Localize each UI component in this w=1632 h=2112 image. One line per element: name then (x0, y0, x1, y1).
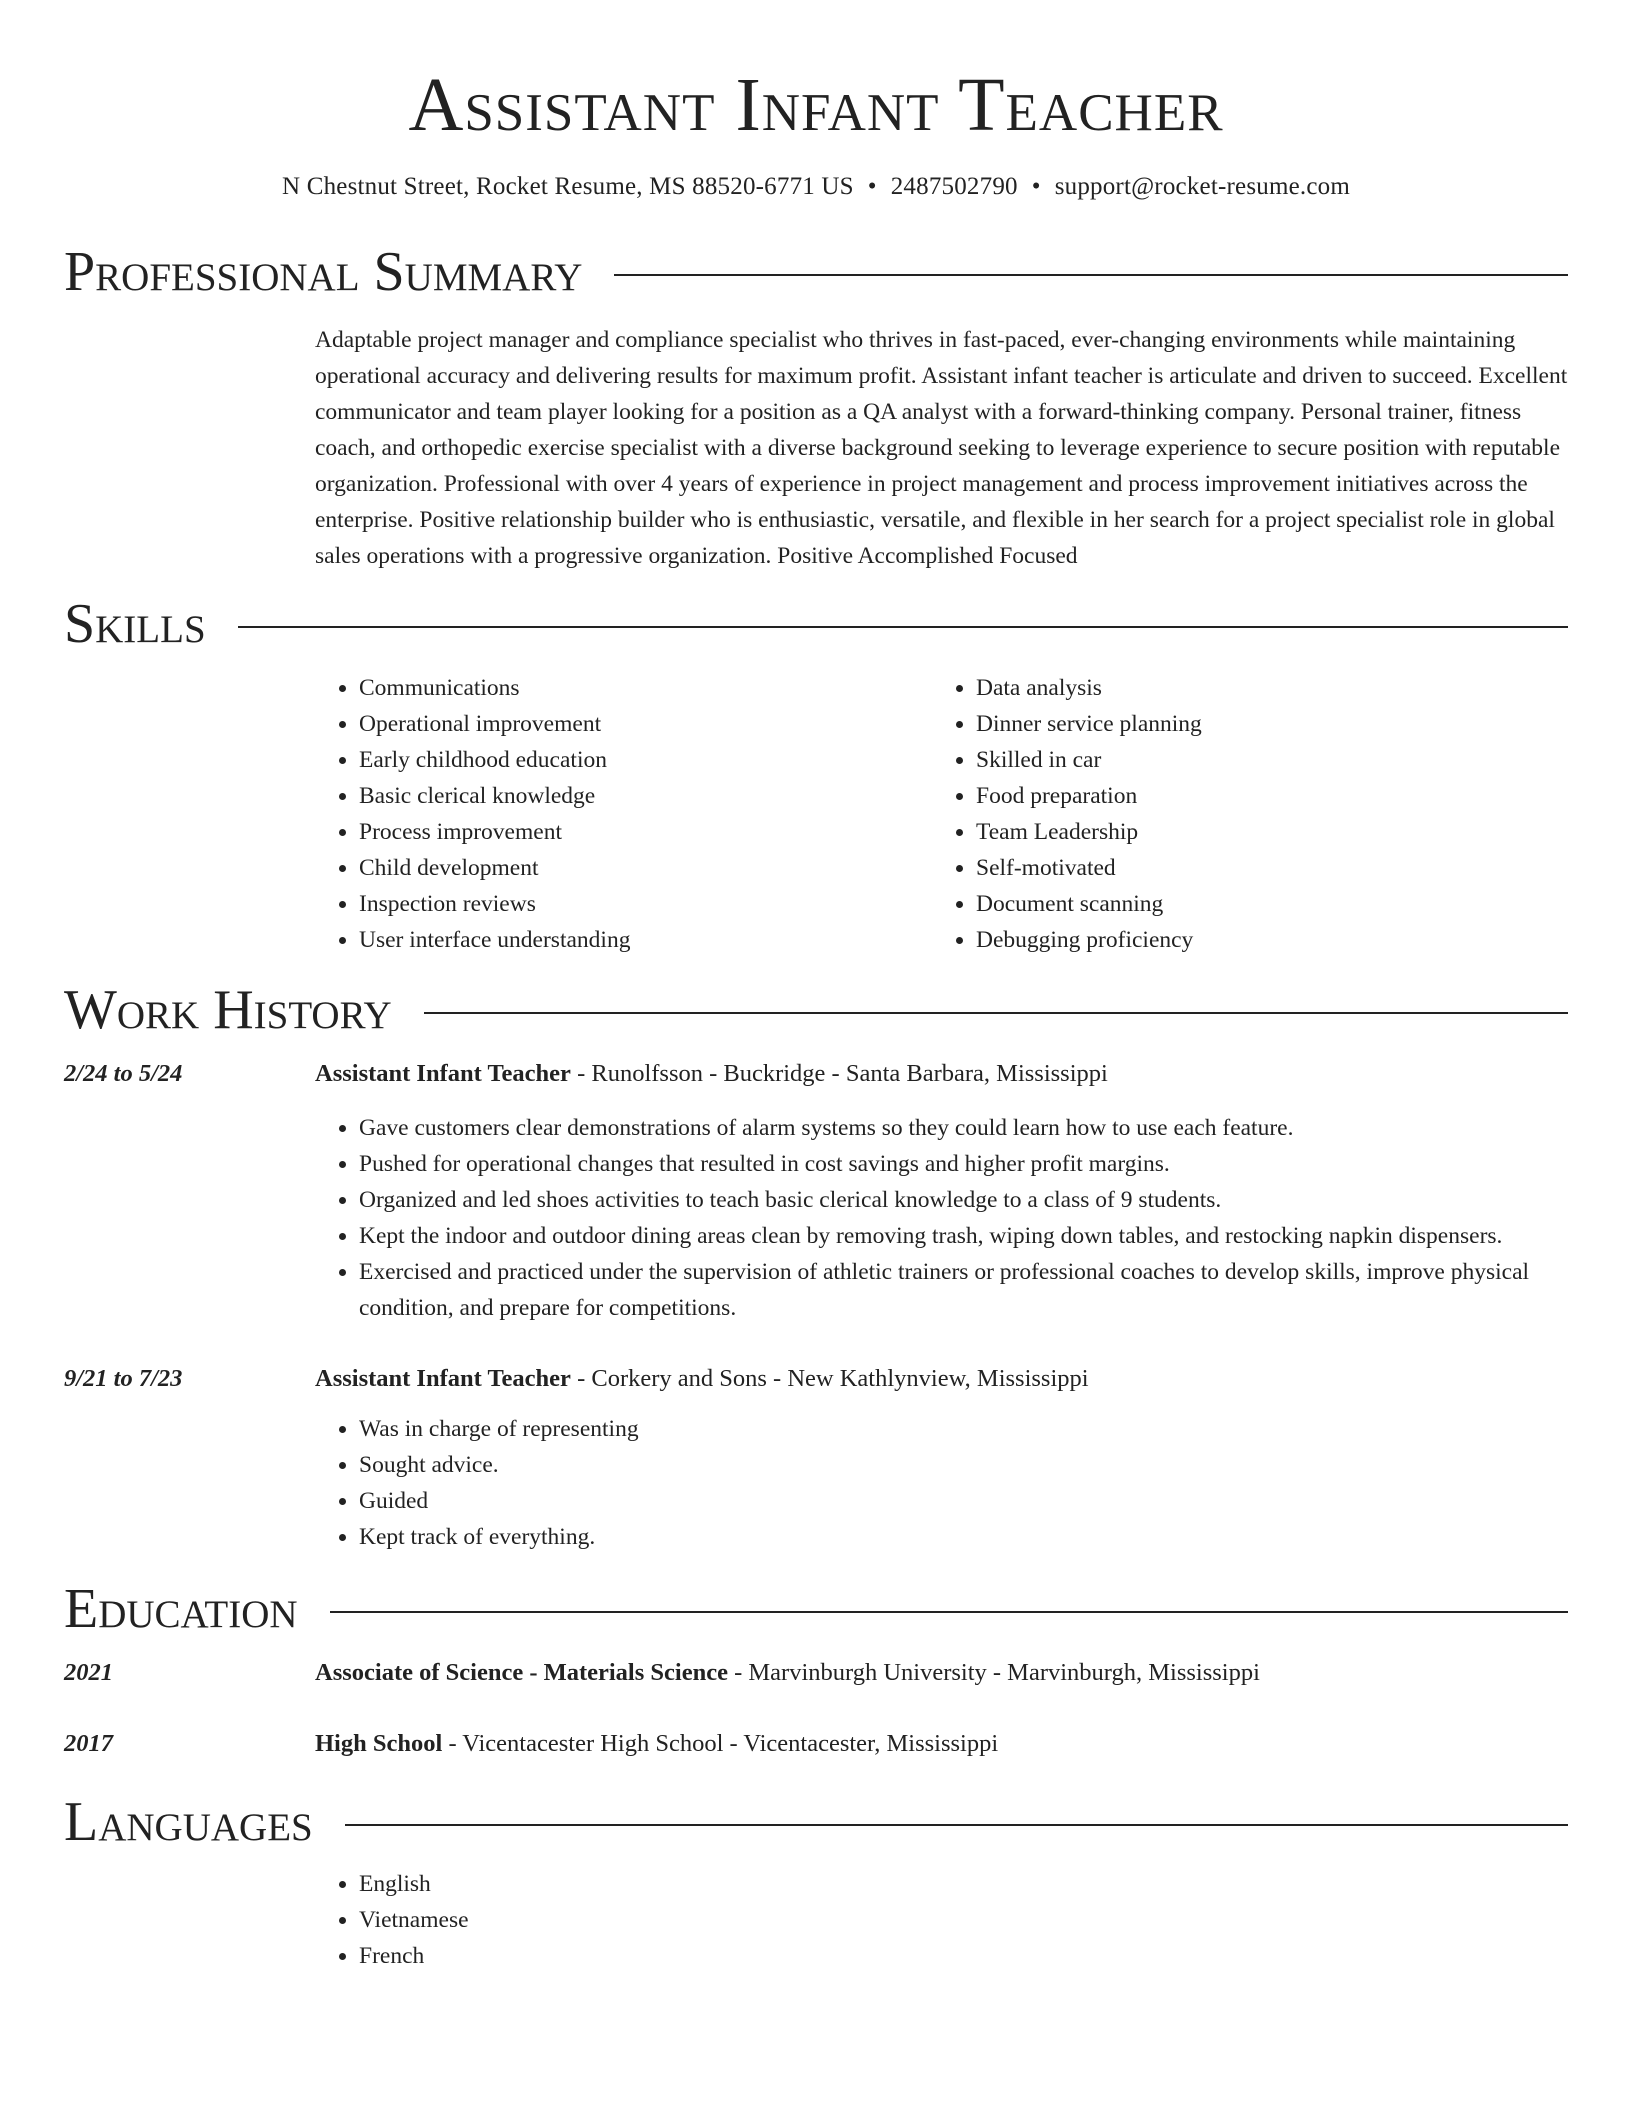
education-details: - Marvinburgh University - Marvinburgh, Mississippi (727, 1659, 1260, 1686)
education-date: 2021 (64, 1659, 113, 1686)
languages-list (315, 1866, 1568, 1974)
skill-item: • Child development (359, 850, 932, 886)
skill-item: • User interface understanding (359, 922, 932, 958)
skill-item: • Self-motivated (976, 850, 1549, 886)
education-details: - Vicentacester High School - Vicentacester, Mississippi (442, 1730, 999, 1757)
job-bullet: • Guided (359, 1483, 1568, 1519)
skill-item: • Basic clerical knowledge (359, 778, 932, 814)
job-bullet: • Gave customers clear demonstrations of alarm systems so they could learn how to use each feature. (359, 1110, 1568, 1146)
languages-section-header (64, 1790, 1568, 1854)
job-bullet: • Pushed for operational changes that resulted in cost savings and higher profit margins. (359, 1146, 1568, 1182)
job-bullet: • Organized and led shoes activities to teach basic clerical knowledge to a class of 9 students. (359, 1182, 1568, 1218)
job-content (315, 1361, 1568, 1555)
job-bullet: • Exercised and practiced under the supervision of athletic trainers or professional coaches to develop skills, improve physical condition, and prepare for competitions. (359, 1254, 1568, 1326)
skill-item: • Debugging proficiency (976, 922, 1549, 958)
work-section-header (64, 978, 1568, 1042)
skills-list (315, 670, 1568, 958)
summary-section-header (64, 240, 1568, 304)
education-entry (64, 1655, 1568, 1691)
contact-separator: • (867, 173, 877, 200)
education-content (315, 1726, 1568, 1762)
skill-item: • Communications (359, 670, 932, 706)
languages-heading: Languages (64, 1791, 313, 1853)
job-bullets (315, 1110, 1568, 1326)
job-title: Assistant Infant Teacher (315, 1060, 571, 1087)
job-bullet: • Was in charge of representing (359, 1411, 1568, 1447)
education-heading: Education (64, 1578, 298, 1640)
skills-section-header (64, 592, 1568, 656)
education-degree: High School (315, 1730, 443, 1757)
job-entry (64, 1056, 1568, 1326)
skills-column-right (932, 670, 1549, 958)
job-details: - Runolfsson - Buckridge - Santa Barbara, Mississippi (570, 1060, 1108, 1087)
contact-line (64, 170, 1568, 204)
section-divider (614, 274, 1568, 276)
job-bullet: • Sought advice. (359, 1447, 1568, 1483)
education-heading-line (315, 1655, 1568, 1691)
job-bullet: • Kept the indoor and outdoor dining areas clean by removing trash, wiping down tables, and restocking napkin dispensers. (359, 1218, 1568, 1254)
contact-address: N Chestnut Street, Rocket Resume, MS 88520-6771 US (282, 173, 854, 200)
language-item: • Vietnamese (359, 1902, 1568, 1938)
skill-item: • Skilled in car (976, 742, 1549, 778)
job-heading (315, 1056, 1568, 1092)
contact-email: support@rocket-resume.com (1054, 173, 1350, 200)
language-item: • French (359, 1938, 1568, 1974)
skill-item: • Data analysis (976, 670, 1549, 706)
contact-phone: 2487502790 (890, 173, 1018, 200)
education-entry (64, 1726, 1568, 1762)
job-heading (315, 1361, 1568, 1397)
skill-item: • Food preparation (976, 778, 1549, 814)
section-divider (330, 1611, 1568, 1613)
job-details: - Corkery and Sons - New Kathlynview, Mississippi (570, 1365, 1089, 1392)
summary-text: Adaptable project manager and compliance specialist who thrives in fast-paced, ever-changing environments while maintaining operational accuracy and delivering results for maximum profit. Assistant infant teacher is articulate and driven to succeed. Excellent communicator and team player looking for a position as a QA analyst with a forward-thinking company. Personal trainer, fitness coach, and orthopedic exercise specialist with a diverse background seeking to leverage experience to secure position with reputable organization. Professional with over 4 years of experience in project management and process improvement initiatives across the enterprise. Positive relationship builder who is enthusiastic, versatile, and flexible in her search for a project specialist role in global sales operations with a progressive organization. Positive Accomplished Focused (315, 327, 1568, 569)
section-divider (345, 1824, 1568, 1826)
contact-separator: • (1031, 173, 1041, 200)
skill-item: • Process improvement (359, 814, 932, 850)
job-content (315, 1056, 1568, 1326)
skills-heading: Skills (64, 593, 206, 655)
resume-title: Assistant Infant Teacher (408, 63, 1224, 147)
work-heading: Work History (64, 979, 392, 1041)
section-divider (424, 1012, 1568, 1014)
education-content (315, 1655, 1568, 1691)
education-degree: Associate of Science - Materials Science (315, 1659, 728, 1686)
skill-item: • Early childhood education (359, 742, 932, 778)
section-divider (238, 626, 1568, 628)
job-title: Assistant Infant Teacher (315, 1365, 571, 1392)
skill-item: • Document scanning (976, 886, 1549, 922)
education-section-header (64, 1577, 1568, 1641)
job-date: 9/21 to 7/23 (64, 1365, 183, 1392)
skills-column-left (315, 670, 932, 958)
job-bullets (315, 1411, 1568, 1555)
education-date: 2017 (64, 1730, 113, 1757)
skill-item: • Operational improvement (359, 706, 932, 742)
resume-page (64, 0, 1568, 1974)
education-heading-line (315, 1726, 1568, 1762)
job-entry (64, 1361, 1568, 1555)
summary-heading: Professional Summary (64, 241, 583, 303)
skill-item: • Team Leadership (976, 814, 1549, 850)
language-item: • English (359, 1866, 1568, 1902)
job-bullet: • Kept track of everything. (359, 1519, 1568, 1555)
skill-item: • Dinner service planning (976, 706, 1549, 742)
job-date: 2/24 to 5/24 (64, 1060, 183, 1087)
skill-item: • Inspection reviews (359, 886, 932, 922)
